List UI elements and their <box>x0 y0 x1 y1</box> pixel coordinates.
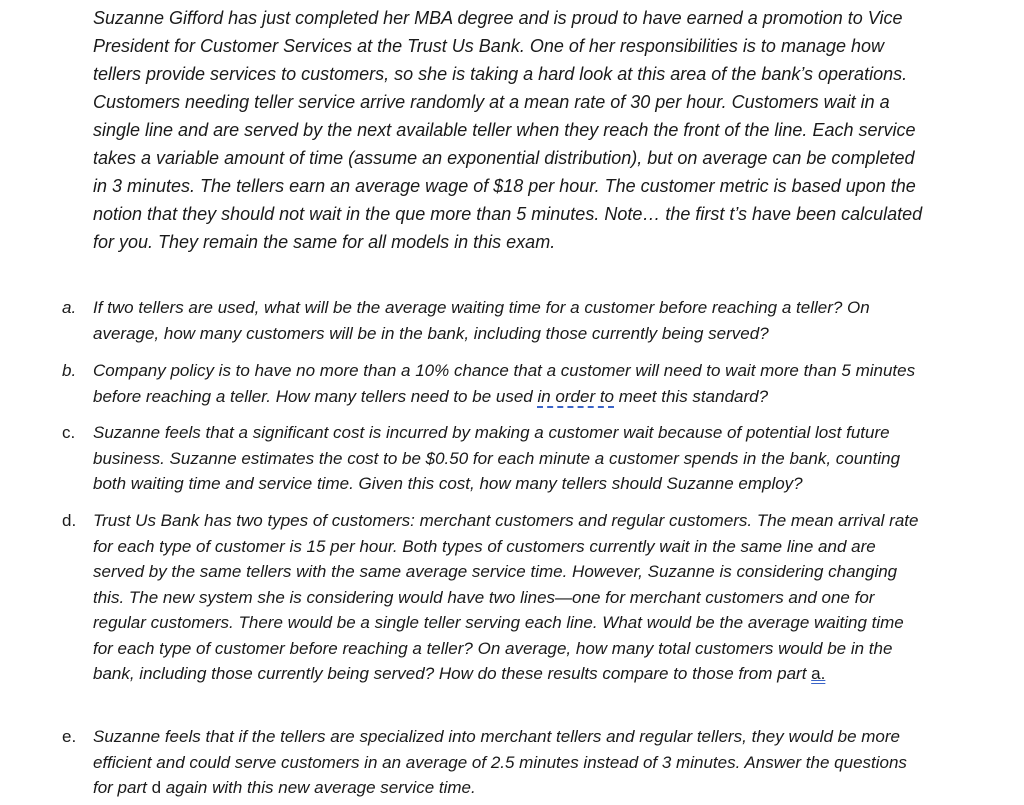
question-marker: e. <box>62 727 77 746</box>
question-text: If two tellers are used, what will be the average waiting time for a customer before reaching a teller? On average, how many customers will be in the bank, including those currently being served? <box>93 298 870 343</box>
question-text-part: Company policy is to have no more than a 10% chance that a customer will need to wait more than 5 minutes before reaching a teller. How many tellers need to be used <box>93 361 916 406</box>
question-text-part: meet this standard? <box>614 386 769 406</box>
question-marker: c. <box>62 423 76 442</box>
intro-paragraph: Suzanne Gifford has just completed her MBA degree and is proud to have earned a promotion to Vice President for Customer Services at the Trust Us Bank. One of her responsibilities is to manage how tellers provide services to customers, so she is taking a hard look at this area of the bank’s operations. Customers needing teller service arrive randomly at a mean rate of 30 per hour. Customers wait in a single line and are served by the next available teller when they reach the front of the line. Each service takes a variable amount of time (assume an exponential distribution), but on average can be completed in 3 minutes. The tellers earn an average wage of $18 per hour. The customer metric is based upon the notion that they should not wait in the que more than 5 minutes. Note… the first t’s have been calculated for you. They remain the same for all models in this exam. <box>93 8 923 252</box>
question-marker: b. <box>62 361 77 380</box>
part-reference: d <box>151 778 162 797</box>
question-text-part: again with this new average service time. <box>161 778 476 797</box>
question-text: Suzanne feels that a significant cost is incurred by making a customer wait because of potential lost future business. Suzanne estimates the cost to be $0.50 for each minute a customer spends in the bank, counting both waiting time and service time. Given this cost, how many tellers should Suzanne employ? <box>93 423 901 493</box>
grammar-flagged-phrase[interactable]: in order to <box>537 386 615 406</box>
question-text <box>93 358 928 409</box>
question-marker: a. <box>62 298 77 317</box>
question-text-part: Suzanne feels that if the tellers are specialized into merchant tellers and regular tellers, they would be more efficient and could serve customers in an average of 2.5 minutes instead of 3 minutes. Answer the questions for part <box>93 727 907 797</box>
part-reference-link[interactable]: a. <box>811 664 826 683</box>
question-text <box>93 724 928 801</box>
question-text <box>93 508 928 687</box>
question-marker: d. <box>62 511 77 530</box>
question-text-part: Trust Us Bank has two types of customers: merchant customers and regular customers. The mean arrival rate for each type of customer is 15 per hour. Both types of customers currently wait in the same line and are served by the same tellers with the same average service time. However, Suzanne is considering changing this. The new system she is considering would have two lines—one for merchant customers and one for regular customers. There would be a single teller serving each line. What would be the average waiting time for each type of customer before reaching a teller? On average, how many total customers would be in the bank, including those currently being served? How do these results compare to those from part <box>93 511 919 683</box>
